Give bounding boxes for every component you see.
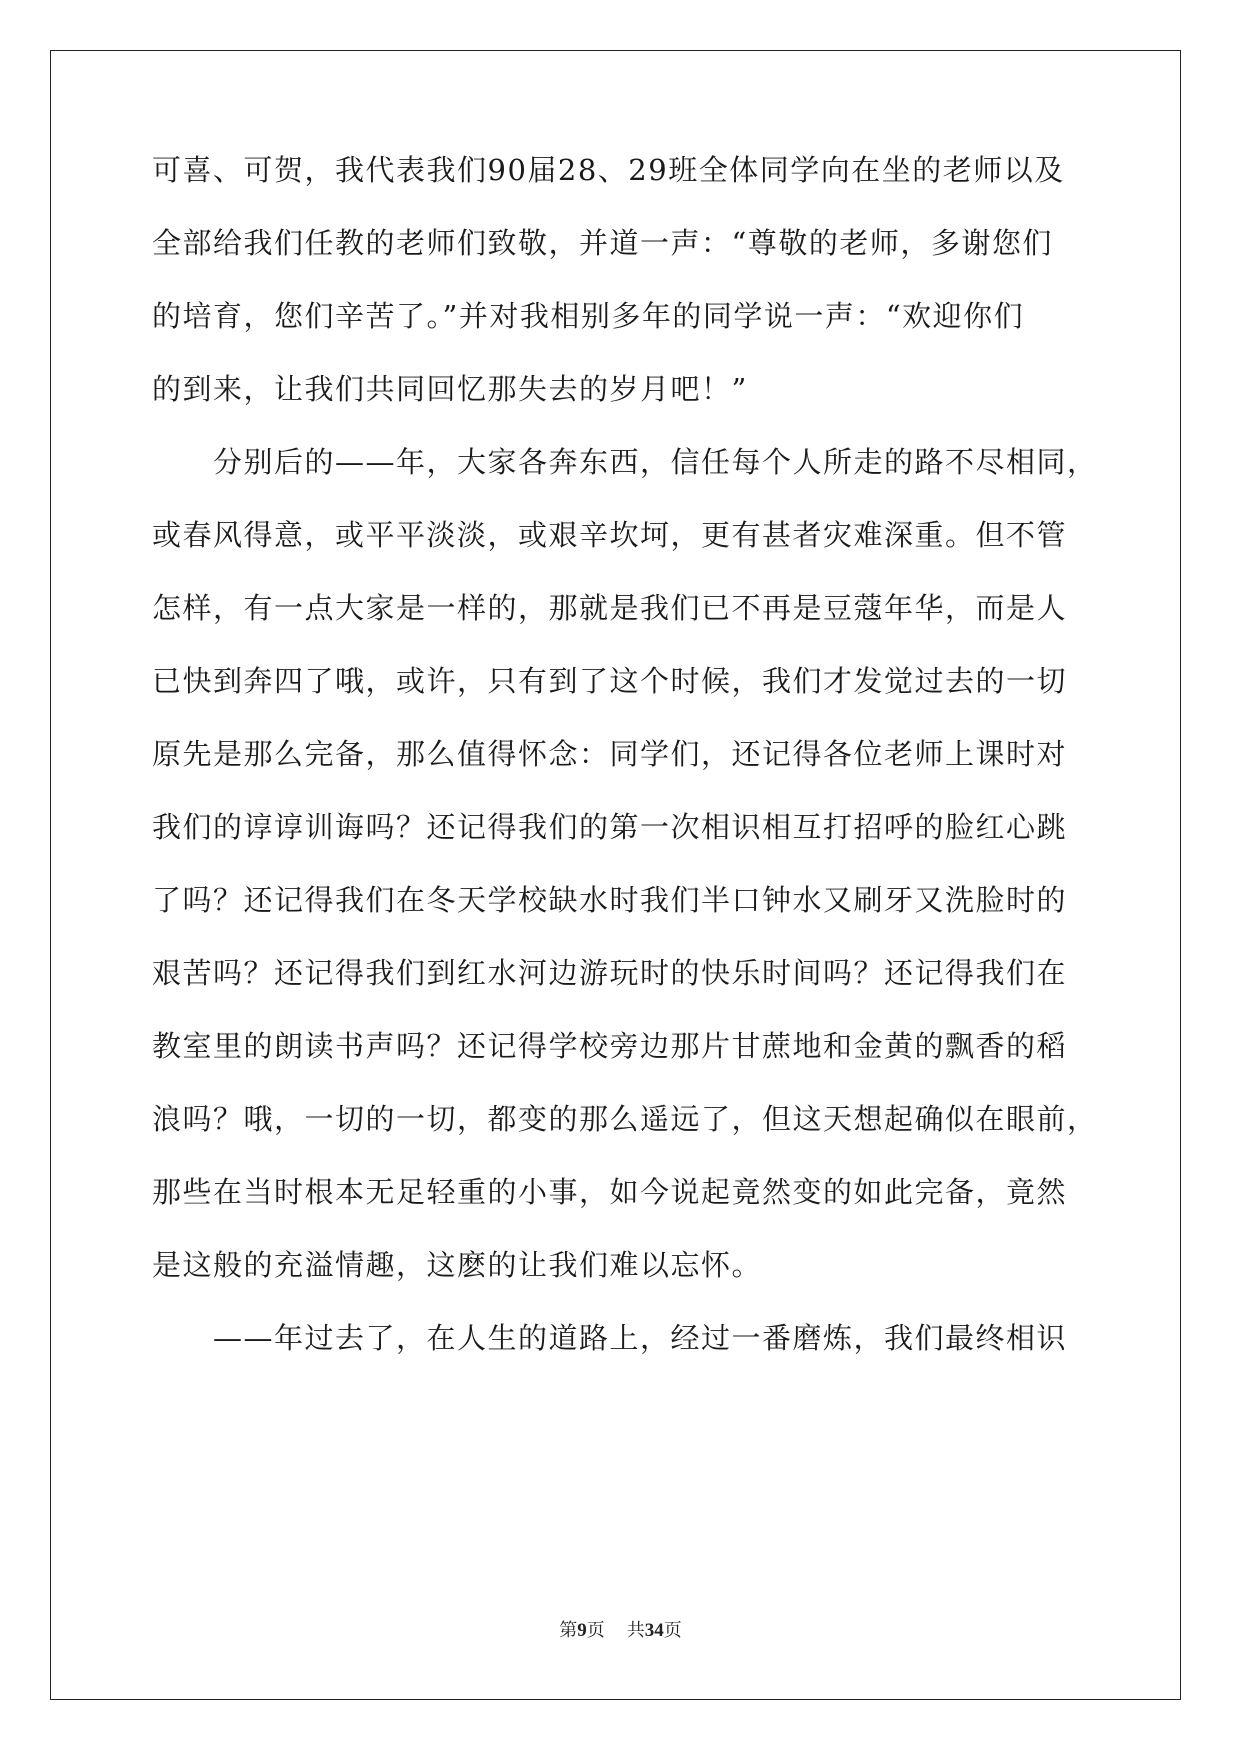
text-line: 的到来，让我们共同回忆那失去的岁月吧！” [152,372,748,406]
text-line: 原先是那么完备，那么值得怀念：同学们，还记得各位老师上课时对 [152,737,1068,771]
text-line: 或春风得意，或平平淡淡，或艰辛坎坷，更有甚者灾难深重。但不管 [152,518,1068,552]
page-suffix: 页 [586,1620,605,1641]
text-line: 的培育，您们辛苦了。”并对我相别多年的同学说一声：“欢迎你们 [152,299,1025,333]
total-prefix: 共 [626,1620,645,1641]
text-line: 已快到奔四了哦，或许，只有到了这个时候，我们才发觉过去的一切 [152,664,1068,698]
text-line: ——年过去了，在人生的道路上，经过一番磨炼，我们最终相识 [213,1321,1068,1355]
text-line: 分别后的——年，大家各奔东西，信任每个人所走的路不尽相同， [213,445,1098,479]
text-line: 了吗？还记得我们在冬天学校缺水时我们半口钟水又刷牙又洗脸时的 [152,883,1068,917]
text-line: 可喜、可贺，我代表我们90届28、29班全体同学向在坐的老师以及 [152,153,1065,187]
page-prefix: 第 [559,1620,578,1641]
text-line: 全部给我们任教的老师们致敬，并道一声：“尊敬的老师，多谢您们 [152,226,1053,260]
total-suffix: 页 [663,1620,682,1641]
text-line: 浪吗？哦，一切的一切，都变的那么遥远了，但这天想起确似在眼前， [152,1102,1098,1136]
text-line: 我们的谆谆训诲吗？还记得我们的第一次相识相互打招呼的脸红心跳 [152,810,1068,844]
text-line: 那些在当时根本无足轻重的小事，如今说起竟然变的如此完备，竟然 [152,1175,1068,1209]
total-pages: 34 [644,1620,664,1641]
page-number: 9 [577,1620,587,1641]
text-line: 怎样，有一点大家是一样的，那就是我们已不再是豆蔻年华，而是人 [152,591,1068,625]
text-line: 艰苦吗？还记得我们到红水河边游玩时的快乐时间吗？还记得我们在 [152,956,1068,990]
text-line: 是这般的充溢情趣，这麽的让我们难以忘怀。 [152,1248,763,1282]
text-line: 教室里的朗读书声吗？还记得学校旁边那片甘蔗地和金黄的飘香的稻 [152,1029,1068,1063]
page-footer [0,1620,1241,1642]
